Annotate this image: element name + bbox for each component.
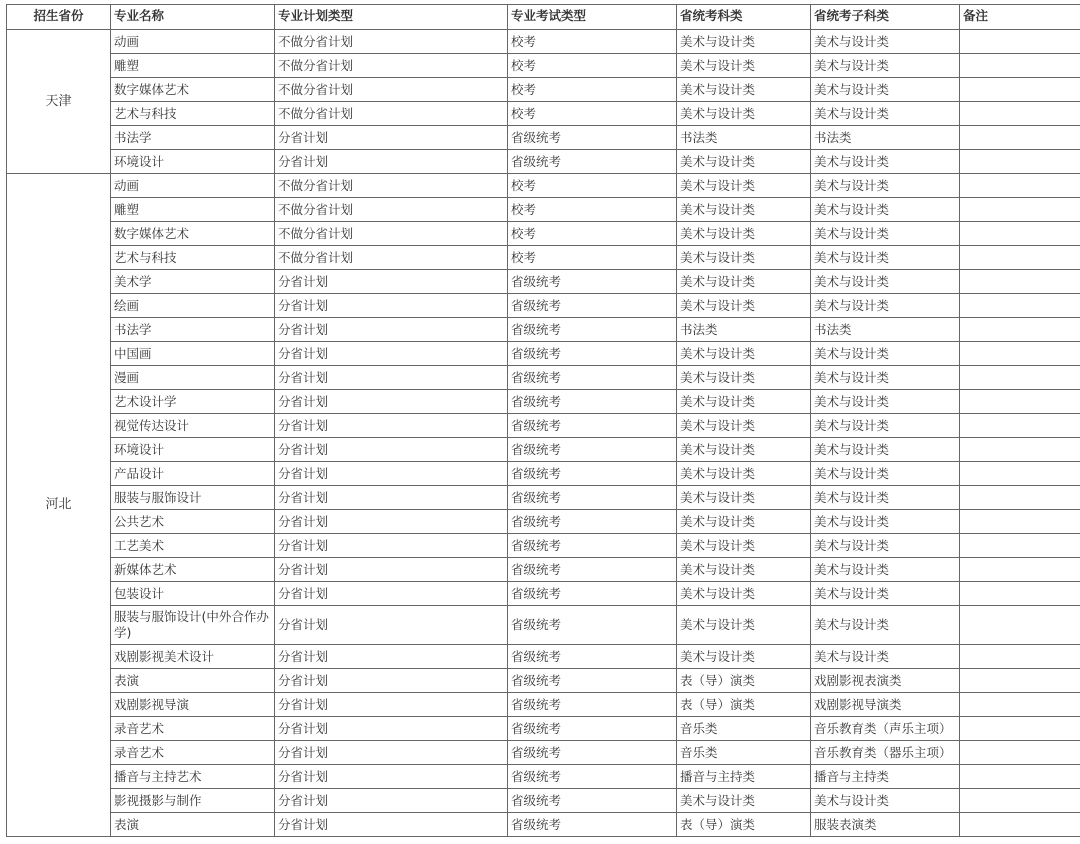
exam-category-cell: 美术与设计类: [677, 246, 811, 270]
major-cell: 录音艺术: [111, 717, 275, 741]
exam-type-cell: 省级统考: [508, 741, 677, 765]
exam-type-cell: 省级统考: [508, 510, 677, 534]
plan-type-cell: 分省计划: [275, 645, 508, 669]
table-row: [7, 534, 1080, 558]
major-cell: 产品设计: [111, 462, 275, 486]
major-cell: 视觉传达设计: [111, 414, 275, 438]
major-cell: 新媒体艺术: [111, 558, 275, 582]
plan-type-cell: 分省计划: [275, 270, 508, 294]
plan-type-cell: 分省计划: [275, 765, 508, 789]
exam-subcategory-cell: 美术与设计类: [811, 558, 960, 582]
exam-subcategory-cell: 书法类: [811, 318, 960, 342]
table-row: [7, 342, 1080, 366]
table-row: [7, 693, 1080, 717]
exam-category-cell: 美术与设计类: [677, 438, 811, 462]
plan-type-cell: 分省计划: [275, 318, 508, 342]
major-cell: 环境设计: [111, 150, 275, 174]
exam-type-cell: 校考: [508, 246, 677, 270]
remarks-cell: [960, 765, 1080, 789]
exam-subcategory-cell: 美术与设计类: [811, 486, 960, 510]
table-row: [7, 717, 1080, 741]
exam-category-cell: 表（导）演类: [677, 669, 811, 693]
table-row: [7, 102, 1080, 126]
exam-subcategory-cell: 美术与设计类: [811, 366, 960, 390]
major-cell: 数字媒体艺术: [111, 222, 275, 246]
header-plan-type: 专业计划类型: [275, 5, 508, 30]
exam-type-cell: 校考: [508, 102, 677, 126]
remarks-cell: [960, 246, 1080, 270]
plan-type-cell: 分省计划: [275, 126, 508, 150]
major-cell: 艺术与科技: [111, 246, 275, 270]
major-cell: 动画: [111, 30, 275, 54]
remarks-cell: [960, 510, 1080, 534]
exam-category-cell: 播音与主持类: [677, 765, 811, 789]
major-cell: 服装与服饰设计(中外合作办学): [111, 606, 275, 645]
major-cell: 播音与主持艺术: [111, 765, 275, 789]
remarks-cell: [960, 150, 1080, 174]
exam-subcategory-cell: 美术与设计类: [811, 582, 960, 606]
plan-type-cell: 分省计划: [275, 294, 508, 318]
remarks-cell: [960, 606, 1080, 645]
table-row: [7, 582, 1080, 606]
exam-type-cell: 省级统考: [508, 150, 677, 174]
remarks-cell: [960, 414, 1080, 438]
remarks-cell: [960, 342, 1080, 366]
major-cell: 雕塑: [111, 198, 275, 222]
exam-subcategory-cell: 美术与设计类: [811, 78, 960, 102]
table-row: [7, 813, 1080, 837]
plan-type-cell: 不做分省计划: [275, 174, 508, 198]
major-cell: 服装与服饰设计: [111, 486, 275, 510]
exam-subcategory-cell: 美术与设计类: [811, 150, 960, 174]
plan-type-cell: 分省计划: [275, 150, 508, 174]
table-row: [7, 765, 1080, 789]
remarks-cell: [960, 366, 1080, 390]
exam-category-cell: 音乐类: [677, 741, 811, 765]
exam-type-cell: 校考: [508, 30, 677, 54]
exam-type-cell: 省级统考: [508, 294, 677, 318]
plan-type-cell: 分省计划: [275, 693, 508, 717]
remarks-cell: [960, 669, 1080, 693]
table-body: [7, 30, 1080, 837]
exam-type-cell: 省级统考: [508, 606, 677, 645]
exam-category-cell: 音乐类: [677, 717, 811, 741]
table-row: [7, 294, 1080, 318]
remarks-cell: [960, 318, 1080, 342]
exam-category-cell: 美术与设计类: [677, 789, 811, 813]
exam-category-cell: 美术与设计类: [677, 558, 811, 582]
table-row: [7, 126, 1080, 150]
exam-subcategory-cell: 美术与设计类: [811, 606, 960, 645]
table-row: [7, 510, 1080, 534]
exam-category-cell: 美术与设计类: [677, 270, 811, 294]
remarks-cell: [960, 390, 1080, 414]
exam-category-cell: 表（导）演类: [677, 693, 811, 717]
exam-subcategory-cell: 美术与设计类: [811, 390, 960, 414]
exam-type-cell: 校考: [508, 222, 677, 246]
table-row: [7, 741, 1080, 765]
exam-type-cell: 省级统考: [508, 462, 677, 486]
plan-type-cell: 分省计划: [275, 486, 508, 510]
table-header-row: [7, 5, 1080, 30]
exam-subcategory-cell: 美术与设计类: [811, 198, 960, 222]
exam-type-cell: 省级统考: [508, 486, 677, 510]
major-cell: 艺术与科技: [111, 102, 275, 126]
exam-subcategory-cell: 美术与设计类: [811, 174, 960, 198]
province-cell: 河北: [7, 174, 111, 837]
remarks-cell: [960, 438, 1080, 462]
exam-type-cell: 校考: [508, 198, 677, 222]
exam-subcategory-cell: 美术与设计类: [811, 294, 960, 318]
plan-type-cell: 分省计划: [275, 342, 508, 366]
exam-category-cell: 美术与设计类: [677, 510, 811, 534]
table-row: [7, 390, 1080, 414]
header-exam-type: 专业考试类型: [508, 5, 677, 30]
major-cell: 绘画: [111, 294, 275, 318]
exam-subcategory-cell: 音乐教育类（声乐主项）: [811, 717, 960, 741]
major-cell: 戏剧影视美术设计: [111, 645, 275, 669]
major-cell: 工艺美术: [111, 534, 275, 558]
remarks-cell: [960, 558, 1080, 582]
exam-category-cell: 美术与设计类: [677, 102, 811, 126]
exam-subcategory-cell: 美术与设计类: [811, 438, 960, 462]
plan-type-cell: 分省计划: [275, 717, 508, 741]
plan-type-cell: 不做分省计划: [275, 78, 508, 102]
table-row: [7, 414, 1080, 438]
exam-category-cell: 美术与设计类: [677, 222, 811, 246]
major-cell: 公共艺术: [111, 510, 275, 534]
remarks-cell: [960, 534, 1080, 558]
exam-category-cell: 美术与设计类: [677, 486, 811, 510]
table-row: [7, 270, 1080, 294]
exam-category-cell: 美术与设计类: [677, 174, 811, 198]
exam-category-cell: 美术与设计类: [677, 198, 811, 222]
exam-category-cell: 书法类: [677, 126, 811, 150]
exam-type-cell: 省级统考: [508, 669, 677, 693]
major-cell: 美术学: [111, 270, 275, 294]
major-cell: 包装设计: [111, 582, 275, 606]
exam-subcategory-cell: 美术与设计类: [811, 414, 960, 438]
remarks-cell: [960, 693, 1080, 717]
exam-category-cell: 美术与设计类: [677, 606, 811, 645]
exam-subcategory-cell: 美术与设计类: [811, 462, 960, 486]
header-exam-category: 省统考科类: [677, 5, 811, 30]
exam-type-cell: 省级统考: [508, 789, 677, 813]
table-row: [7, 30, 1080, 54]
exam-type-cell: 校考: [508, 78, 677, 102]
exam-type-cell: 省级统考: [508, 414, 677, 438]
table-row: [7, 222, 1080, 246]
exam-category-cell: 美术与设计类: [677, 150, 811, 174]
exam-type-cell: 省级统考: [508, 813, 677, 837]
major-cell: 艺术设计学: [111, 390, 275, 414]
table-row: [7, 789, 1080, 813]
exam-category-cell: 美术与设计类: [677, 342, 811, 366]
plan-type-cell: 分省计划: [275, 789, 508, 813]
exam-subcategory-cell: 美术与设计类: [811, 222, 960, 246]
header-major: 专业名称: [111, 5, 275, 30]
exam-category-cell: 书法类: [677, 318, 811, 342]
plan-type-cell: 不做分省计划: [275, 30, 508, 54]
plan-type-cell: 分省计划: [275, 462, 508, 486]
exam-subcategory-cell: 美术与设计类: [811, 270, 960, 294]
major-cell: 漫画: [111, 366, 275, 390]
table-row: [7, 318, 1080, 342]
exam-type-cell: 省级统考: [508, 717, 677, 741]
plan-type-cell: 分省计划: [275, 741, 508, 765]
exam-subcategory-cell: 美术与设计类: [811, 54, 960, 78]
plan-type-cell: 分省计划: [275, 813, 508, 837]
remarks-cell: [960, 645, 1080, 669]
exam-subcategory-cell: 美术与设计类: [811, 30, 960, 54]
header-exam-subcategory: 省统考子科类: [811, 5, 960, 30]
exam-category-cell: 美术与设计类: [677, 30, 811, 54]
table-row: [7, 174, 1080, 198]
major-cell: 书法学: [111, 318, 275, 342]
remarks-cell: [960, 54, 1080, 78]
header-remarks: 备注: [960, 5, 1080, 30]
exam-category-cell: 美术与设计类: [677, 534, 811, 558]
exam-subcategory-cell: 美术与设计类: [811, 102, 960, 126]
exam-subcategory-cell: 戏剧影视导演类: [811, 693, 960, 717]
exam-type-cell: 省级统考: [508, 693, 677, 717]
exam-type-cell: 省级统考: [508, 318, 677, 342]
header-province: 招生省份: [7, 5, 111, 30]
table-row: [7, 246, 1080, 270]
table-row: [7, 198, 1080, 222]
exam-type-cell: 省级统考: [508, 558, 677, 582]
major-cell: 录音艺术: [111, 741, 275, 765]
remarks-cell: [960, 222, 1080, 246]
remarks-cell: [960, 78, 1080, 102]
exam-type-cell: 省级统考: [508, 582, 677, 606]
exam-type-cell: 省级统考: [508, 270, 677, 294]
exam-type-cell: 省级统考: [508, 342, 677, 366]
exam-subcategory-cell: 美术与设计类: [811, 246, 960, 270]
remarks-cell: [960, 30, 1080, 54]
remarks-cell: [960, 270, 1080, 294]
plan-type-cell: 不做分省计划: [275, 246, 508, 270]
plan-type-cell: 不做分省计划: [275, 198, 508, 222]
exam-subcategory-cell: 美术与设计类: [811, 342, 960, 366]
table-row: [7, 54, 1080, 78]
table-row: [7, 486, 1080, 510]
exam-category-cell: 美术与设计类: [677, 54, 811, 78]
exam-category-cell: 美术与设计类: [677, 390, 811, 414]
major-cell: 影视摄影与制作: [111, 789, 275, 813]
major-cell: 动画: [111, 174, 275, 198]
plan-type-cell: 不做分省计划: [275, 54, 508, 78]
major-cell: 雕塑: [111, 54, 275, 78]
major-cell: 表演: [111, 669, 275, 693]
plan-type-cell: 分省计划: [275, 438, 508, 462]
table-row: [7, 438, 1080, 462]
table-row: [7, 558, 1080, 582]
exam-category-cell: 美术与设计类: [677, 582, 811, 606]
exam-type-cell: 省级统考: [508, 126, 677, 150]
exam-subcategory-cell: 服装表演类: [811, 813, 960, 837]
exam-subcategory-cell: 音乐教育类（器乐主项）: [811, 741, 960, 765]
major-cell: 环境设计: [111, 438, 275, 462]
plan-type-cell: 分省计划: [275, 558, 508, 582]
exam-type-cell: 省级统考: [508, 366, 677, 390]
exam-subcategory-cell: 美术与设计类: [811, 510, 960, 534]
exam-type-cell: 校考: [508, 174, 677, 198]
exam-category-cell: 美术与设计类: [677, 294, 811, 318]
exam-subcategory-cell: 播音与主持类: [811, 765, 960, 789]
table-row: [7, 366, 1080, 390]
plan-type-cell: 不做分省计划: [275, 222, 508, 246]
remarks-cell: [960, 294, 1080, 318]
plan-type-cell: 分省计划: [275, 510, 508, 534]
table-row: [7, 150, 1080, 174]
exam-category-cell: 美术与设计类: [677, 462, 811, 486]
remarks-cell: [960, 486, 1080, 510]
exam-category-cell: 美术与设计类: [677, 645, 811, 669]
exam-subcategory-cell: 美术与设计类: [811, 534, 960, 558]
table-row: [7, 462, 1080, 486]
plan-type-cell: 分省计划: [275, 582, 508, 606]
exam-type-cell: 省级统考: [508, 438, 677, 462]
province-cell: 天津: [7, 30, 111, 174]
exam-subcategory-cell: 戏剧影视表演类: [811, 669, 960, 693]
exam-subcategory-cell: 书法类: [811, 126, 960, 150]
table-row: [7, 669, 1080, 693]
exam-category-cell: 美术与设计类: [677, 414, 811, 438]
remarks-cell: [960, 126, 1080, 150]
exam-type-cell: 省级统考: [508, 765, 677, 789]
exam-category-cell: 美术与设计类: [677, 366, 811, 390]
plan-type-cell: 分省计划: [275, 534, 508, 558]
exam-category-cell: 表（导）演类: [677, 813, 811, 837]
plan-type-cell: 分省计划: [275, 366, 508, 390]
remarks-cell: [960, 102, 1080, 126]
plan-type-cell: 不做分省计划: [275, 102, 508, 126]
plan-type-cell: 分省计划: [275, 414, 508, 438]
remarks-cell: [960, 174, 1080, 198]
exam-type-cell: 省级统考: [508, 390, 677, 414]
major-cell: 中国画: [111, 342, 275, 366]
exam-type-cell: 校考: [508, 54, 677, 78]
plan-type-cell: 分省计划: [275, 606, 508, 645]
exam-subcategory-cell: 美术与设计类: [811, 645, 960, 669]
table-row: [7, 606, 1080, 645]
exam-subcategory-cell: 美术与设计类: [811, 789, 960, 813]
remarks-cell: [960, 462, 1080, 486]
admissions-table: [6, 4, 1080, 837]
remarks-cell: [960, 813, 1080, 837]
remarks-cell: [960, 198, 1080, 222]
major-cell: 数字媒体艺术: [111, 78, 275, 102]
table-row: [7, 645, 1080, 669]
remarks-cell: [960, 582, 1080, 606]
exam-category-cell: 美术与设计类: [677, 78, 811, 102]
table-row: [7, 78, 1080, 102]
major-cell: 表演: [111, 813, 275, 837]
remarks-cell: [960, 789, 1080, 813]
plan-type-cell: 分省计划: [275, 390, 508, 414]
remarks-cell: [960, 717, 1080, 741]
major-cell: 戏剧影视导演: [111, 693, 275, 717]
major-cell: 书法学: [111, 126, 275, 150]
exam-type-cell: 省级统考: [508, 645, 677, 669]
exam-type-cell: 省级统考: [508, 534, 677, 558]
plan-type-cell: 分省计划: [275, 669, 508, 693]
remarks-cell: [960, 741, 1080, 765]
